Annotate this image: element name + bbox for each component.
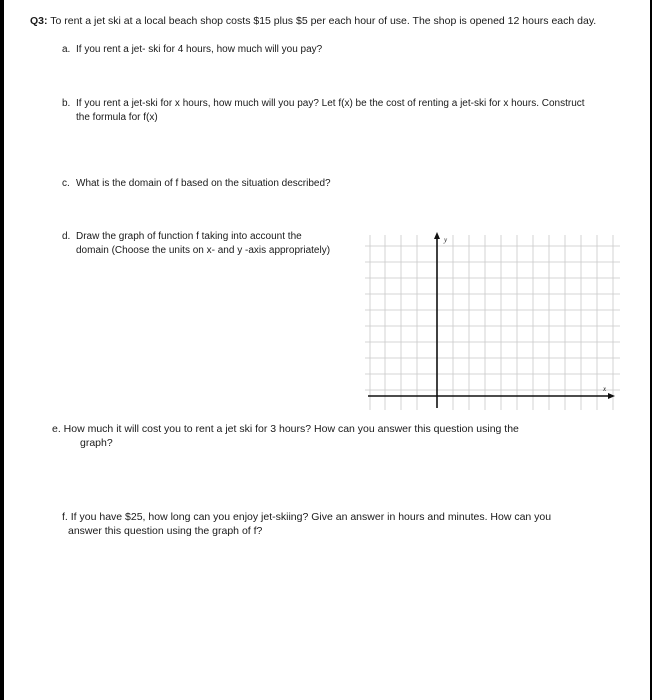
page-edge-left [0,0,4,700]
question-text: To rent a jet ski at a local beach shop costs $15 plus $5 per each hour of use. The shop is opened 12 hours each day. [50,15,597,27]
part-d-line1: Draw the graph of function f taking into account the [76,231,302,242]
part-d-line2: domain (Choose the units on x- and y -axis appropriately) [76,245,331,256]
part-d-letter: d. [62,231,71,242]
part-c-text: What is the domain of f based on the situation described? [76,178,331,189]
part-a-letter: a. [62,44,71,55]
question-number: Q3: [30,15,48,27]
part-b-letter: b. [62,98,71,109]
x-axis-arrow-icon [608,393,615,399]
question-title [30,14,596,28]
part-e-line1: e. How much it will cost you to rent a jet ski for 3 hours? How can you answer this question using the [52,423,519,435]
part-a-text: If you rent a jet- ski for 4 hours, how much will you pay? [76,44,323,55]
part-e-line2: graph? [80,437,113,449]
y-axis-label: y [444,236,448,244]
part-f-line2: answer this question using the graph of f? [68,525,263,537]
x-axis-label: x [603,385,607,393]
part-b-line1: If you rent a jet-ski for x hours, how much will you pay? Let f(x) be the cost of renting a jet-ski for x hours. Construct [76,98,585,109]
part-b-line2: the formula for f(x) [76,112,158,123]
part-c-letter: c. [62,178,70,189]
y-axis-arrow-icon [434,232,440,239]
graph-grid [365,230,620,410]
part-f-line1: f. If you have $25, how long can you enjoy jet-skiing? Give an answer in hours and minutes. How can you [62,511,552,523]
grid-lines [365,235,620,410]
